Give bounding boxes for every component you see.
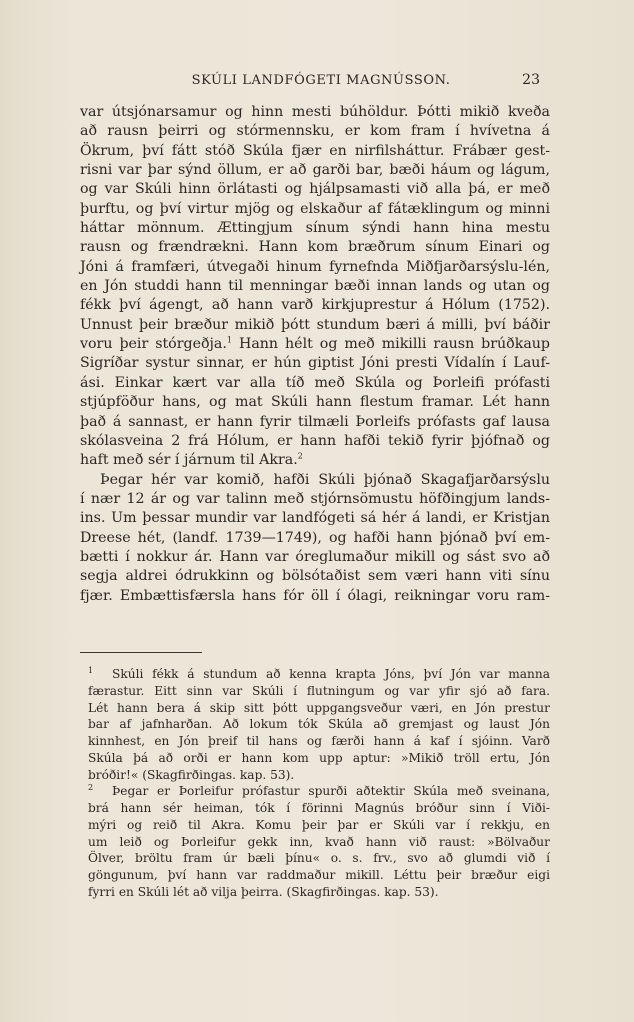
body-line: að rausn þeirri og stórmennsku, er kom fram í hvívetna á: [80, 123, 550, 140]
footnote-text: Þegar er Þorleifur prófastur spurði aðtektir Skúla með sveinana,: [112, 784, 550, 799]
running-head: [80, 72, 540, 88]
footnote-text: kinnhest, en Jón þreif til hans og færði hann á kaf í sjóinn. Varð: [88, 734, 550, 748]
footnote-line: [80, 783, 550, 800]
footnote-mark: 2: [88, 783, 94, 793]
footnote-line: [80, 767, 550, 784]
footnote-text: göngunum, því hann var raddmaður mikill. Léttu þeir bræður eigi: [88, 868, 550, 882]
footnotes: [80, 666, 550, 901]
body-line: fjær. Embættisfærsla hans fór öll í ólagi, reikningar voru ram-: [80, 587, 550, 604]
footnote-ref: 1: [226, 335, 232, 345]
body-line: og var Skúli hinn örlátasti og hjálpsamasti við alla þá, er með: [80, 181, 550, 198]
body-line: þurftu, og því virtur mjög og elskaður af fátæklingum og minni: [80, 200, 550, 217]
footnote-ref: 2: [297, 451, 303, 461]
footnote-text: bróðir!« (Skagfirðingas. kap. 53).: [88, 767, 295, 782]
footnote-text: um leið og Þorleifur gekk inn, kvað hann við raust: »Bölvaður: [88, 834, 550, 849]
body-line: Sigríðar systur sinnar, er hún giptist Jóni presti Vídalín í Lauf-: [80, 355, 550, 372]
body-line: ási. Einkar kært var alla tíð með Skúla og Þorleifi prófasti: [80, 374, 550, 391]
body-line: Ökrum, því fátt stóð Skúla fjær en nirfilsháttur. Frábær gest-: [80, 142, 550, 159]
footnote: [80, 783, 550, 900]
running-title: SKÚLI LANDFÓGETI MAGNÚSSON.: [191, 73, 451, 88]
footnote-line: [80, 716, 550, 733]
body-line: háttar mönnum. Ættingjum sínum sýndi hann hina mestu: [80, 220, 550, 237]
line-text: voru þeir stórgeðja.: [80, 336, 227, 353]
footnote-line: [80, 817, 550, 834]
footnote: [80, 666, 550, 783]
footnote-line: [80, 884, 550, 901]
footnote-line: [80, 683, 550, 700]
footnote-line: [80, 867, 550, 884]
footnote-text: færastur. Eitt sinn var Skúli í flutningum og var yfir sjó að fara.: [88, 683, 550, 698]
body-line: bætti í nokkur ár. Hann var óreglumaður mikill og sást svo að: [80, 548, 550, 565]
footnote-text: Skúla þá að orði er hann kom upp aptur: »Mikið tröll ertu, Jón: [88, 750, 550, 765]
footnote-line: [80, 666, 550, 683]
footnote-line: [80, 850, 550, 867]
body-line: en Jón studdi hann til menningar bæði innan lands og utan og: [80, 278, 550, 295]
body-line: rausn og frændrækni. Hann kom bræðrum sínum Einari og: [80, 239, 550, 256]
body-line: ins. Um þessar mundir var landfógeti sá hér á landi, er Kristjan: [80, 510, 550, 527]
body-line: Unnust þeir bræður mikið þótt stundum bæri á milli, því báðir: [80, 316, 550, 333]
footnote-text: Lét hann bera á skip sitt þótt uppgangsveður væri, en Jón prestur: [88, 700, 550, 715]
body-line: Dreese hét, (landf. 1739—1749), og hafði hann þjónað því em-: [80, 529, 550, 546]
body-line: í nær 12 ár og var talinn með stjórnsömustu höfðingjum lands-: [80, 490, 550, 507]
body-line: Þegar hér var komið, hafði Skúli þjónað Skagafjarðarsýslu: [100, 471, 550, 488]
body-line: stjúpföður hans, og mat Skúli hann flestum framar. Lét hann: [80, 394, 550, 411]
body-line: það á sannast, er hann fyrir tilmæli Þorleifs prófasts gaf lausa: [80, 413, 550, 430]
footnote-text: mýri og reið til Akra. Komu þeir þar er Skúli var í rekkju, en: [88, 817, 550, 832]
page-number: 23: [522, 72, 540, 88]
body-line: risni var þar sýnd öllum, er að garði bar, bæði háum og lágum,: [80, 162, 550, 179]
footnote-line: [80, 800, 550, 817]
footnote-text: brá hann sér heiman, tók í förinni Magnús bróður sinn í Viði-: [88, 801, 550, 815]
footnote-rule: [80, 652, 202, 653]
footnote-text: fyrri en Skúli lét að vilja þeirra. (Skagfirðingas. kap. 53).: [88, 884, 439, 899]
line-text: haft með sér í járnum til Akra.: [80, 452, 298, 469]
footnote-mark: 1: [88, 666, 94, 675]
body-line: fékk því ágengt, að hann varð kirkjuprestur á Hólum (1752).: [80, 297, 550, 314]
body-text: [80, 103, 550, 606]
footnote-text: bar af jafnharðan. Að lokum tók Skúla að gremjast og laust Jón: [88, 717, 550, 732]
footnote-line: [80, 750, 550, 767]
footnote-line: [80, 733, 550, 750]
footnote-line: [80, 700, 550, 717]
body-line: [80, 335, 550, 354]
footnote-text: Ölver, bröltu fram úr bæli þínu« o. s. frv., svo að glumdi við í: [88, 851, 550, 866]
footnote-line: [80, 834, 550, 851]
body-line: segja aldrei ódrukkinn og bölsótaðist sem væri hann viti sínu: [80, 568, 550, 585]
body-line: var útsjónarsamur og hinn mesti búhöldur. Þótti mikið kveða: [80, 104, 550, 120]
body-line: [80, 451, 550, 470]
footnote-text: Skúli fékk á stundum að kenna krapta Jóns, því Jón var manna: [112, 667, 550, 681]
body-line: skólasveina 2 frá Hólum, er hann hafði tekið fyrir þjófnað og: [80, 432, 550, 449]
line-text-after: Hann hélt og með mikilli rausn brúðkaup: [232, 336, 550, 353]
body-line: Jóni á framfæri, útvegaði hinum fyrnefnda Miðfjarðarsýslu-lén,: [80, 258, 550, 275]
